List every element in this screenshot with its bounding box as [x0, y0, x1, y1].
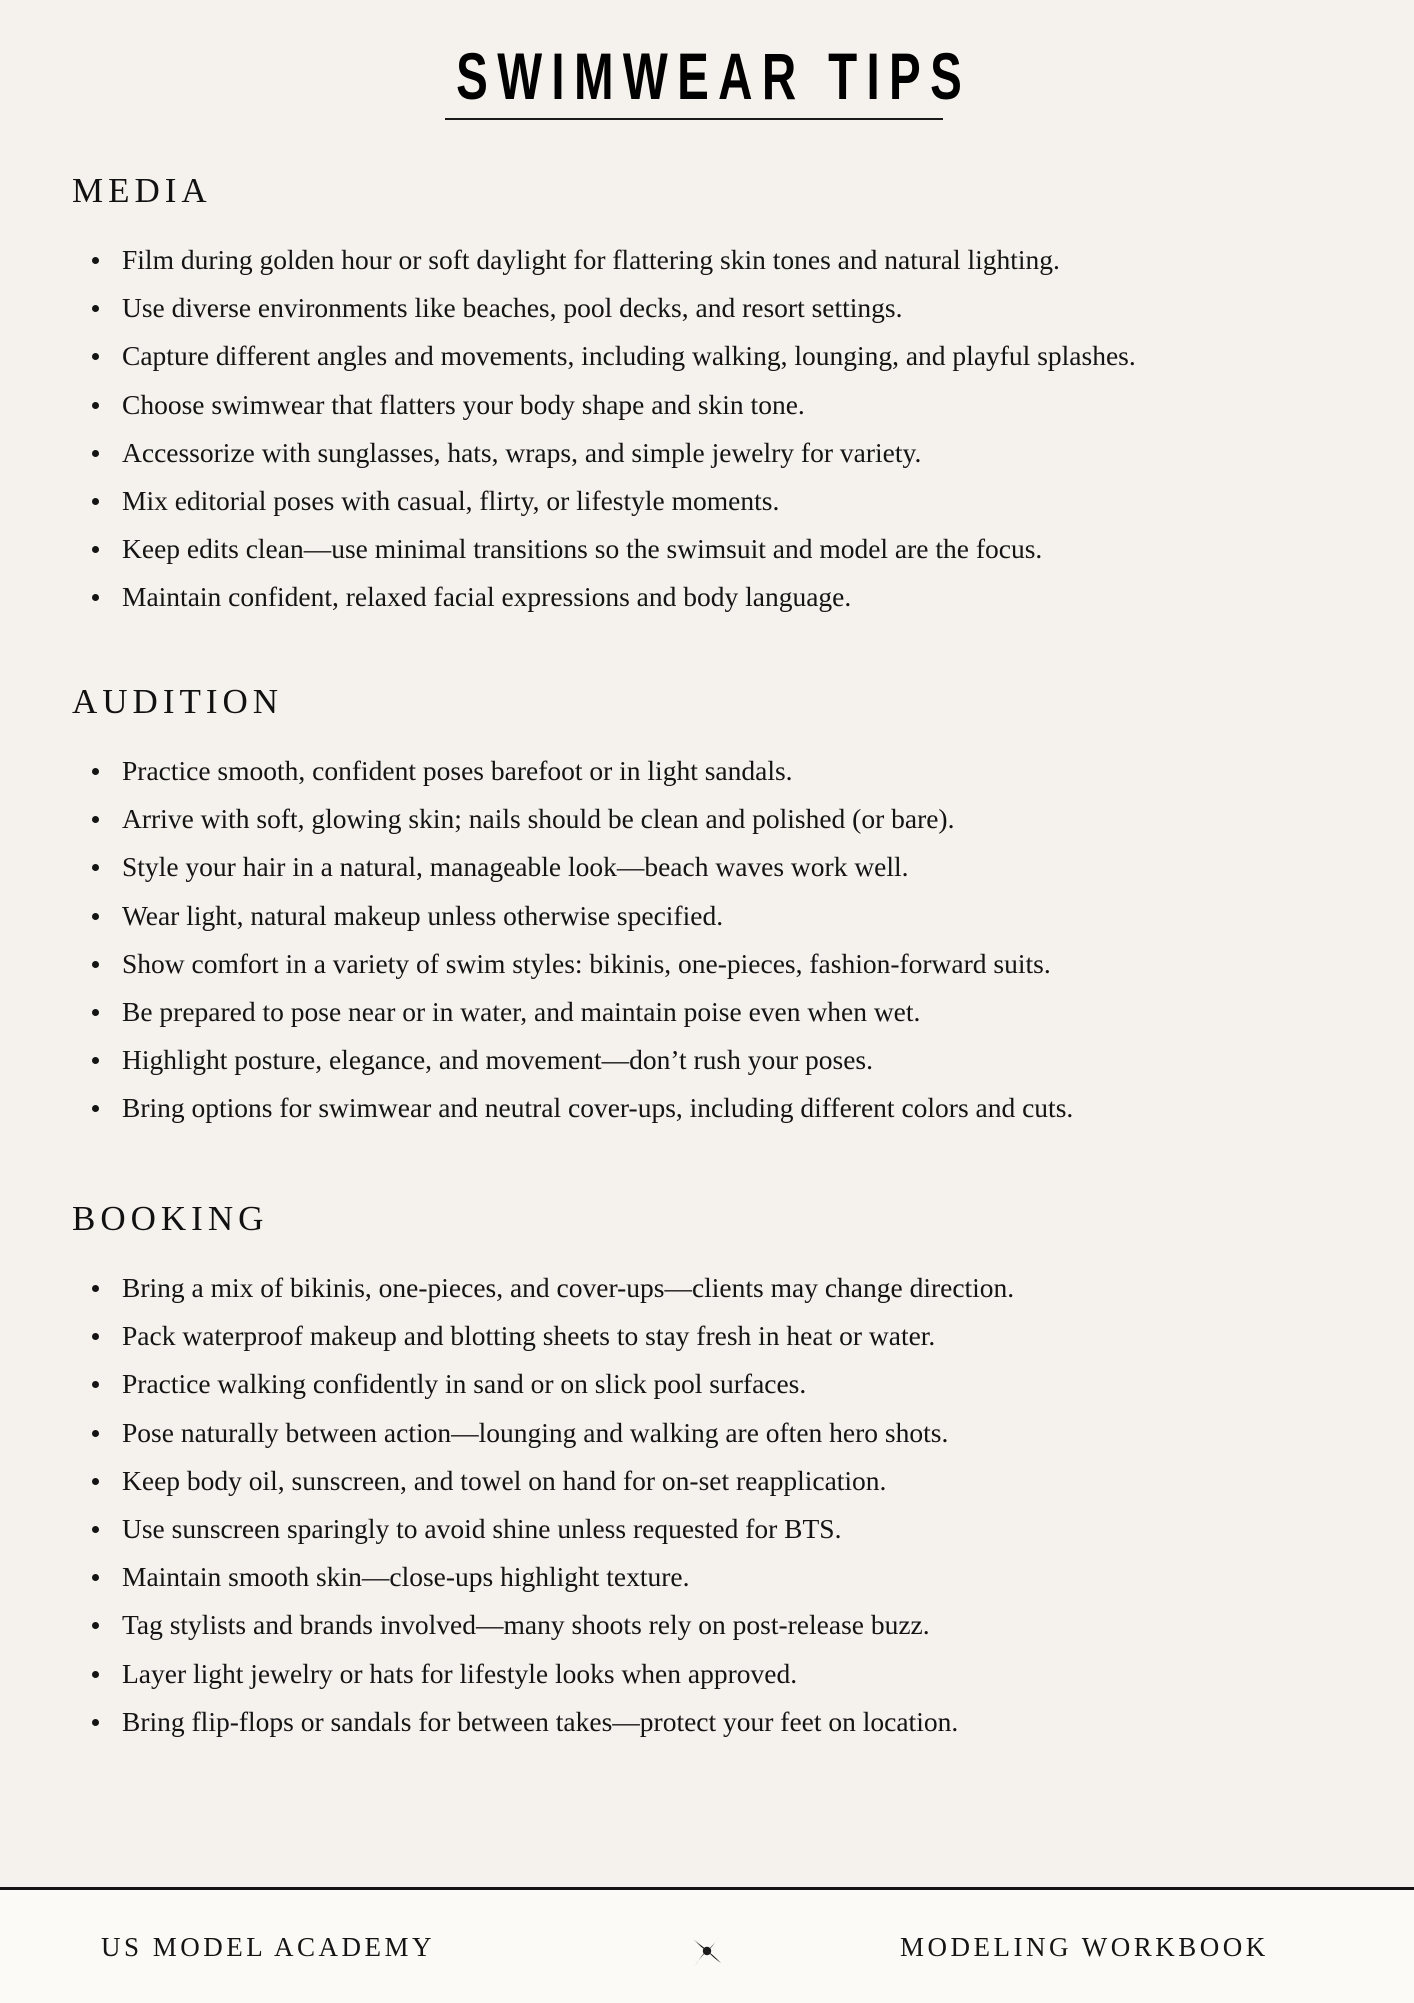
tip-text: Accessorize with sunglasses, hats, wraps, and simple jewelry for variety.: [122, 436, 922, 468]
tip-item: [72, 1505, 1372, 1553]
section-heading: AUDITION: [72, 682, 284, 721]
tip-text: Layer light jewelry or hats for lifestyle looks when approved.: [122, 1657, 798, 1689]
bullet-icon: [92, 353, 99, 360]
section-heading: MEDIA: [72, 171, 212, 210]
bullet-icon: [92, 1381, 99, 1388]
tip-item: [72, 1036, 1372, 1084]
bullet-icon: [92, 816, 99, 823]
tip-text: Highlight posture, elegance, and movement—don’t rush your poses.: [122, 1044, 874, 1076]
tip-item: [72, 332, 1372, 380]
tip-item: [72, 573, 1372, 621]
tips-list: [72, 236, 1372, 622]
section-booking: [72, 1198, 1372, 1746]
bullet-icon: [92, 864, 99, 871]
tip-item: [72, 747, 1372, 795]
title-underline: [445, 118, 943, 120]
bullet-icon: [92, 546, 99, 553]
bullet-icon: [92, 1430, 99, 1437]
bullet-icon: [92, 1105, 99, 1112]
bullet-icon: [92, 1622, 99, 1629]
footer-brand: US MODEL ACADEMY: [101, 1932, 436, 1962]
tips-list: [72, 1264, 1372, 1746]
bullet-icon: [92, 1526, 99, 1533]
tip-text: Practice walking confidently in sand or on slick pool surfaces.: [122, 1368, 807, 1400]
tip-item: [72, 429, 1372, 477]
tip-item: [72, 1601, 1372, 1649]
tip-item: [72, 1553, 1372, 1601]
tip-text: Be prepared to pose near or in water, and maintain poise even when wet.: [122, 996, 921, 1028]
bullet-icon: [92, 1333, 99, 1340]
bullet-icon: [92, 913, 99, 920]
tip-text: Style your hair in a natural, manageable look—beach waves work well.: [122, 851, 909, 883]
tip-item: [72, 988, 1372, 1036]
bullet-icon: [92, 450, 99, 457]
tip-text: Keep body oil, sunscreen, and towel on hand for on-set reapplication.: [122, 1464, 887, 1496]
footer-title: MODELING WORKBOOK: [900, 1932, 1269, 1962]
tip-text: Show comfort in a variety of swim styles: bikinis, one-pieces, fashion-forward suits.: [122, 947, 1051, 979]
tip-item: [72, 940, 1372, 988]
tip-text: Practice smooth, confident poses barefoot or in light sandals.: [122, 755, 793, 786]
sparkle-star-icon: [689, 1933, 725, 1969]
tip-text: Use sunscreen sparingly to avoid shine unless requested for BTS.: [122, 1513, 842, 1545]
bullet-icon: [92, 498, 99, 505]
tip-text: Use diverse environments like beaches, pool decks, and resort settings.: [122, 292, 903, 324]
bullet-icon: [92, 1057, 99, 1064]
section-heading: BOOKING: [72, 1199, 269, 1238]
tip-item: [72, 1264, 1372, 1312]
tip-item: [72, 284, 1372, 332]
tip-text: Tag stylists and brands involved—many shoots rely on post-release buzz.: [122, 1609, 930, 1641]
page-title: SWIMWEAR TIPS: [455, 39, 972, 113]
section-media: [72, 170, 1372, 622]
bullet-icon: [92, 1478, 99, 1485]
tip-text: Choose swimwear that flatters your body shape and skin tone.: [122, 388, 805, 420]
tip-item: [72, 1698, 1372, 1746]
section-audition: [72, 681, 1372, 1133]
tip-item: [72, 843, 1372, 891]
bullet-icon: [92, 1285, 99, 1292]
bullet-icon: [92, 257, 99, 264]
tip-text: Arrive with soft, glowing skin; nails should be clean and polished (or bare).: [122, 803, 955, 835]
tip-item: [72, 1457, 1372, 1505]
bullet-icon: [92, 402, 99, 409]
tip-text: Maintain smooth skin—close-ups highlight texture.: [122, 1561, 690, 1593]
tip-item: [72, 1084, 1372, 1132]
tip-text: Bring a mix of bikinis, one-pieces, and cover-ups—clients may change direction.: [122, 1272, 1015, 1303]
tip-item: [72, 525, 1372, 573]
tip-text: Maintain confident, relaxed facial expressions and body language.: [122, 581, 852, 613]
tip-item: [72, 1650, 1372, 1698]
bullet-icon: [92, 1574, 99, 1581]
tip-item: [72, 795, 1372, 843]
tip-text: Pack waterproof makeup and blotting sheets to stay fresh in heat or water.: [122, 1320, 936, 1352]
tip-item: [72, 1312, 1372, 1360]
bullet-icon: [92, 1009, 99, 1016]
tip-item: [72, 477, 1372, 525]
tip-item: [72, 892, 1372, 940]
footer: [0, 1887, 1414, 2003]
tip-text: Keep edits clean—use minimal transitions so the swimsuit and model are the focus.: [122, 533, 1043, 565]
tip-text: Wear light, natural makeup unless otherwise specified.: [122, 899, 724, 931]
tip-text: Capture different angles and movements, including walking, lounging, and playful splashes.: [122, 340, 1136, 372]
tips-list: [72, 747, 1372, 1133]
tip-item: [72, 381, 1372, 429]
tip-text: Pose naturally between action—lounging and walking are often hero shots.: [122, 1416, 949, 1448]
bullet-icon: [92, 961, 99, 968]
tip-text: Bring flip-flops or sandals for between takes—protect your feet on location.: [122, 1705, 959, 1737]
tip-text: Mix editorial poses with casual, flirty, or lifestyle moments.: [122, 485, 780, 517]
tip-text: Film during golden hour or soft daylight for flattering skin tones and natural lighting.: [122, 244, 1060, 275]
tip-item: [72, 236, 1372, 284]
bullet-icon: [92, 594, 99, 601]
bullet-icon: [92, 305, 99, 312]
bullet-icon: [92, 1719, 99, 1726]
tip-item: [72, 1409, 1372, 1457]
tip-item: [72, 1360, 1372, 1408]
tip-text: Bring options for swimwear and neutral cover-ups, including different colors and cuts.: [122, 1092, 1074, 1124]
bullet-icon: [92, 768, 99, 775]
page-title-wrap: [0, 38, 1414, 114]
bullet-icon: [92, 1671, 99, 1678]
